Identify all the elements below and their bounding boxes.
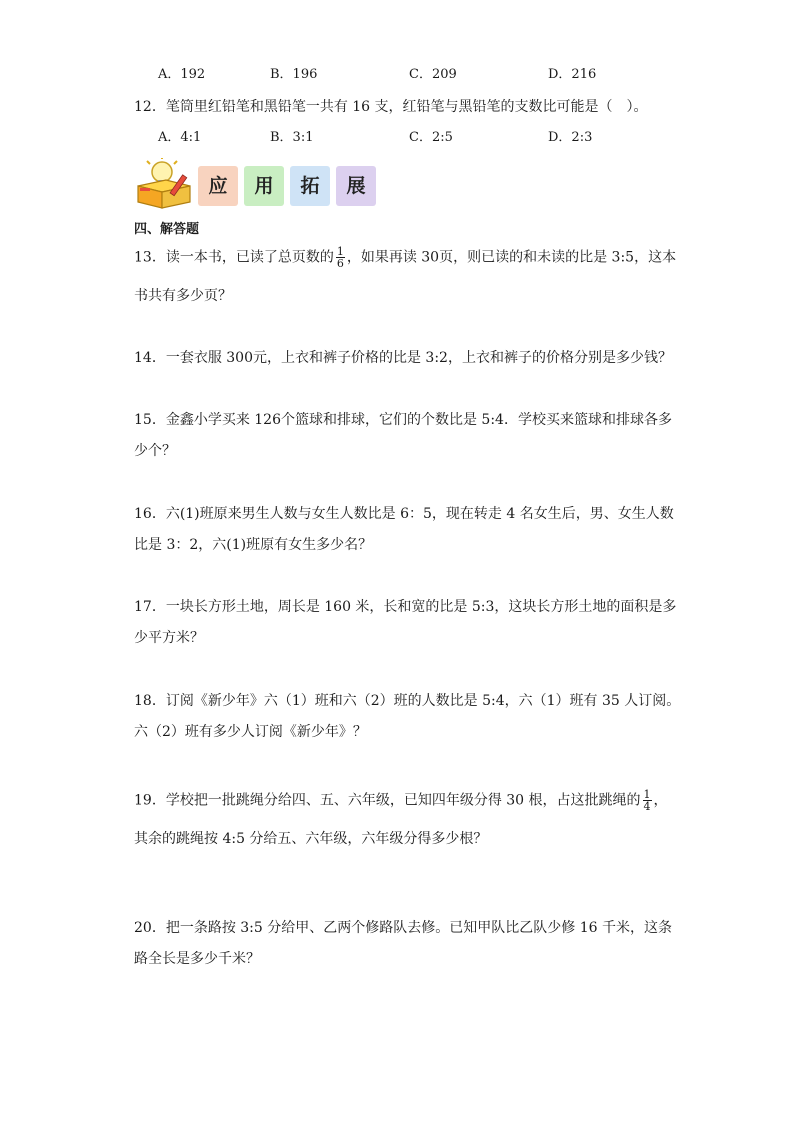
q18-line1: 18．订阅《新少年》六（1）班和六（2）班的人数比是 5:4，六（1）班有 35 人订阅。 [134,693,681,709]
q20-line1: 20．把一条路按 3:5 分给甲、乙两个修路队去修。已知甲队比乙队少修 16 千米，这条 [134,920,672,936]
q19-fraction-numerator: 1 [643,788,651,801]
q19-fraction [643,789,652,812]
q11-option-c: C．209 [409,67,457,82]
q18-line2: 六（2）班有多少人订阅《新少年》？ [134,724,367,740]
q20-line2: 路全长是多少千米？ [134,951,260,967]
q16-line2: 比是 3：2，六(1)班原有女生多少名？ [134,537,373,553]
q19-text-pre: 19．学校把一批跳绳分给四、五、六年级，已知四年级分得 30 根，占这批跳绳的 [134,792,641,809]
q13-fraction-numerator: 1 [336,245,344,258]
q12-text: 12．笔筒里红铅笔和黑铅笔一共有 16 支，红铅笔与黑铅笔的支数比可能是（ ）。 [134,99,648,115]
q13-fraction-denominator: 6 [336,257,344,270]
q11-option-a: A．192 [158,67,206,82]
q17-line1: 17．一块长方形土地，周长是 160 米，长和宽的比是 5:3，这块长方形土地的面积是多 [134,599,677,615]
banner-tile-zhan: 展 [336,166,376,206]
q13-text-post: ，如果再读 30页，则已读的和未读的比是 3:5，这本 [346,249,677,266]
banner-tile-tuo: 拓 [290,166,330,206]
q19-fraction-denominator: 4 [643,800,651,813]
q19-line1 [134,789,668,812]
q15-line1: 15．金鑫小学买来 126个篮球和排球，它们的个数比是 5:4．学校买来篮球和排球各多 [134,412,672,428]
q11-option-d: D．216 [548,67,597,82]
q15-line2: 少个？ [134,443,176,459]
q12-option-a: A．4:1 [158,130,202,145]
q13-line1 [134,246,676,269]
q12-option-c: C．2:5 [409,130,453,145]
q13-line2: 书共有多少页？ [134,288,232,304]
q19-line2: 其余的跳绳按 4:5 分给五、六年级，六年级分得多少根？ [134,831,488,847]
q13-fraction [336,246,345,269]
q19-text-post: ， [653,792,668,809]
q11-option-b: B．196 [270,67,318,82]
q13-text-pre: 13．读一本书，已读了总页数的 [134,249,334,266]
q17-line2: 少平方米？ [134,630,204,646]
toolbox-lightbulb-icon [132,158,196,210]
banner-tile-yong: 用 [244,166,284,206]
q12-option-b: B．3:1 [270,130,314,145]
q14-line1: 14．一套衣服 300元，上衣和裤子价格的比是 3:2，上衣和裤子的价格分别是多少钱？ [134,350,672,366]
q12-option-d: D．2:3 [548,130,593,145]
q16-line1: 16．六(1)班原来男生人数与女生人数比是 6：5，现在转走 4 名女生后，男、女生人数 [134,506,674,522]
section-title: 四、解答题 [134,222,200,237]
banner-tile-ying: 应 [198,166,238,206]
